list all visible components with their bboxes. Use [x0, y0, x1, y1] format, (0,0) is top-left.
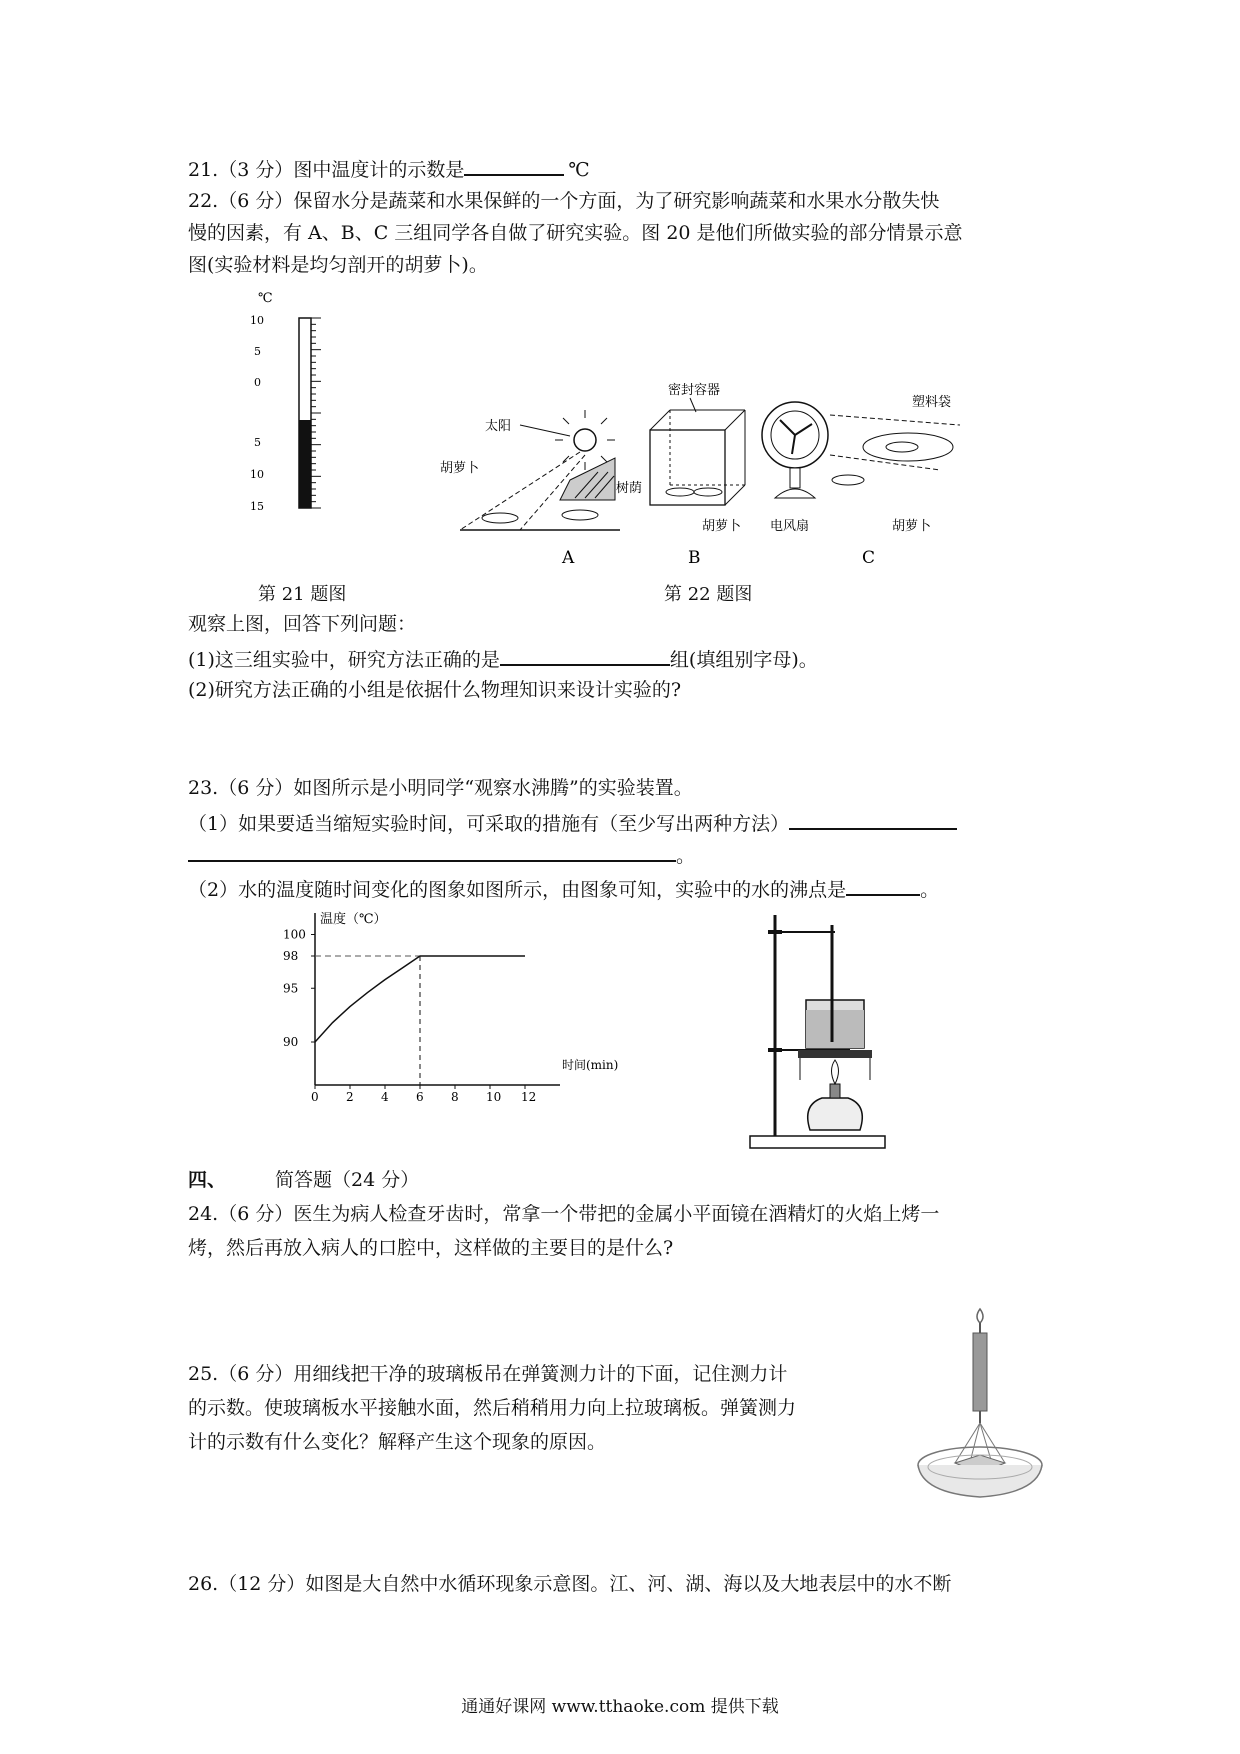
- bag-label: 塑料袋: [912, 395, 952, 410]
- x-tick-label: 12: [521, 1090, 537, 1104]
- figure-22: [440, 380, 1000, 570]
- q22-line-1: 22.（6 分）保留水分是蔬菜和水果保鲜的一个方面，为了研究影响蔬菜和水果水分散失快: [188, 190, 940, 212]
- y-tick-label: 95: [283, 981, 299, 996]
- carrot-a-sun: [482, 513, 518, 523]
- q23-sub2-answer-blank[interactable]: [846, 876, 920, 896]
- page-footer: 通通好课网 www.tthaoke.com 提供下载: [461, 1697, 779, 1717]
- carrot-a-shade: [562, 510, 598, 520]
- x-tick-label: 4: [381, 1090, 389, 1104]
- section-4-title: 简答题（24 分）: [275, 1169, 420, 1191]
- q26-line-1: 26.（12 分）如图是大自然中水循环现象示意图。江、河、湖、海以及大地表层中的水不断: [188, 1573, 952, 1595]
- spring-scale-figure: [910, 1305, 1060, 1505]
- q23-sub1-line2: 。: [188, 842, 695, 868]
- q25-line-3: 计的示数有什么变化？解释产生这个现象的原因。: [188, 1431, 607, 1453]
- letter-b: B: [688, 548, 701, 568]
- q23-sub1-answer-blank[interactable]: [789, 810, 957, 830]
- stand-base: [750, 1136, 885, 1148]
- flame-icon: [832, 1060, 839, 1084]
- x-tick-label: 10: [486, 1090, 502, 1104]
- plastic-bag: [863, 433, 953, 461]
- boiling-apparatus: [740, 910, 890, 1160]
- q21-question: 21.（3 分）图中温度计的示数是 ℃: [188, 156, 590, 182]
- carrot-label-c: 胡萝卜: [892, 519, 932, 534]
- alcohol-lamp: [808, 1098, 863, 1130]
- q22-observe: 观察上图，回答下列问题：: [188, 613, 417, 635]
- x-tick-label: 2: [346, 1090, 354, 1104]
- letter-c: C: [862, 548, 876, 568]
- q22-line-3: 图(实验材料是均匀剖开的胡萝卜)。: [188, 254, 488, 276]
- x-tick-label: 0: [311, 1090, 319, 1104]
- sun-icon: [574, 429, 596, 451]
- x-tick-label: 6: [416, 1090, 424, 1104]
- sun-label: 太阳: [485, 419, 512, 434]
- y-tick-label: 90: [283, 1035, 299, 1049]
- wire-gauze: [798, 1050, 872, 1058]
- thermometer-tick-label: 15: [250, 500, 264, 513]
- q22-sub1: (1)这三组实验中，研究方法正确的是 组(填组别字母)。: [188, 646, 818, 672]
- carrot-label-b: 胡萝卜: [702, 519, 742, 534]
- q23-sub2: （2）水的温度随时间变化的图象如图所示，由图象可知，实验中的水的沸点是 。: [188, 876, 939, 902]
- setup-b: [650, 383, 745, 568]
- container-label: 密封容器: [668, 383, 721, 398]
- q22-sub1-answer-blank[interactable]: [500, 646, 670, 666]
- y-tick-label: 100: [283, 927, 306, 942]
- section-4-number: 四、: [188, 1169, 227, 1191]
- q24-line-1: 24.（6 分）医生为病人检查牙齿时，常拿一个带把的金属小平面镜在酒精灯的火焰上烤一: [188, 1203, 940, 1225]
- y-tick-label: 98: [283, 949, 299, 963]
- thermometer-tick-label: 5: [254, 436, 261, 449]
- spring-scale: [973, 1333, 987, 1411]
- setup-c: [762, 394, 960, 568]
- thermometer-tick-label: 10: [250, 468, 264, 481]
- thermometer-liquid: [299, 420, 311, 508]
- y-axis-label: 温度（℃）: [320, 912, 387, 927]
- thermometer-tick-label: 5: [254, 345, 261, 358]
- shade-area: [560, 458, 615, 500]
- q21-answer-blank[interactable]: [464, 156, 564, 176]
- thermometer-unit-label: ℃: [258, 291, 273, 306]
- q23-sub1-answer-blank-2[interactable]: [188, 842, 676, 862]
- fan-label: 电风扇: [770, 519, 810, 534]
- q22-line-2: 慢的因素，有 A、B、C 三组同学各自做了研究实验。图 20 是他们所做实验的部分情景示意: [188, 222, 963, 244]
- thermometer-tick-label: 10: [250, 314, 264, 327]
- q25-line-2: 的示数。使玻璃板水平接触水面，然后稍稍用力向上拉玻璃板。弹簧测力: [188, 1397, 797, 1419]
- x-tick-label: 8: [451, 1090, 459, 1104]
- q24-line-2: 烤，然后再放入病人的口腔中，这样做的主要目的是什么?: [188, 1237, 674, 1259]
- fig21-caption: 第 21 题图: [258, 584, 347, 605]
- shade-label: 树荫: [616, 481, 643, 496]
- fig22-caption: 第 22 题图: [664, 584, 753, 605]
- carrot-label-a: 胡萝卜: [440, 461, 480, 476]
- setup-a: [440, 410, 642, 568]
- x-axis-label: 时间(min): [562, 1058, 619, 1072]
- q23-sub1: （1）如果要适当缩短实验时间，可采取的措施有（至少写出两种方法）: [188, 810, 957, 836]
- chart-marks: [283, 928, 536, 1105]
- sealed-container: [650, 430, 725, 505]
- thermometer-ticks: [311, 318, 321, 508]
- letter-a: A: [562, 548, 575, 568]
- q23-line-1: 23.（6 分）如图所示是小明同学“观察水沸腾”的实验装置。: [188, 777, 693, 799]
- q25-line-1: 25.（6 分）用细线把干净的玻璃板吊在弹簧测力计的下面，记住测力计: [188, 1363, 788, 1385]
- q22-sub2: (2)研究方法正确的小组是依据什么物理知识来设计实验的?: [188, 679, 682, 701]
- thermometer-figure: [250, 290, 340, 530]
- temperature-time-chart: [270, 905, 619, 1125]
- thermometer-tick-label: 0: [254, 376, 261, 389]
